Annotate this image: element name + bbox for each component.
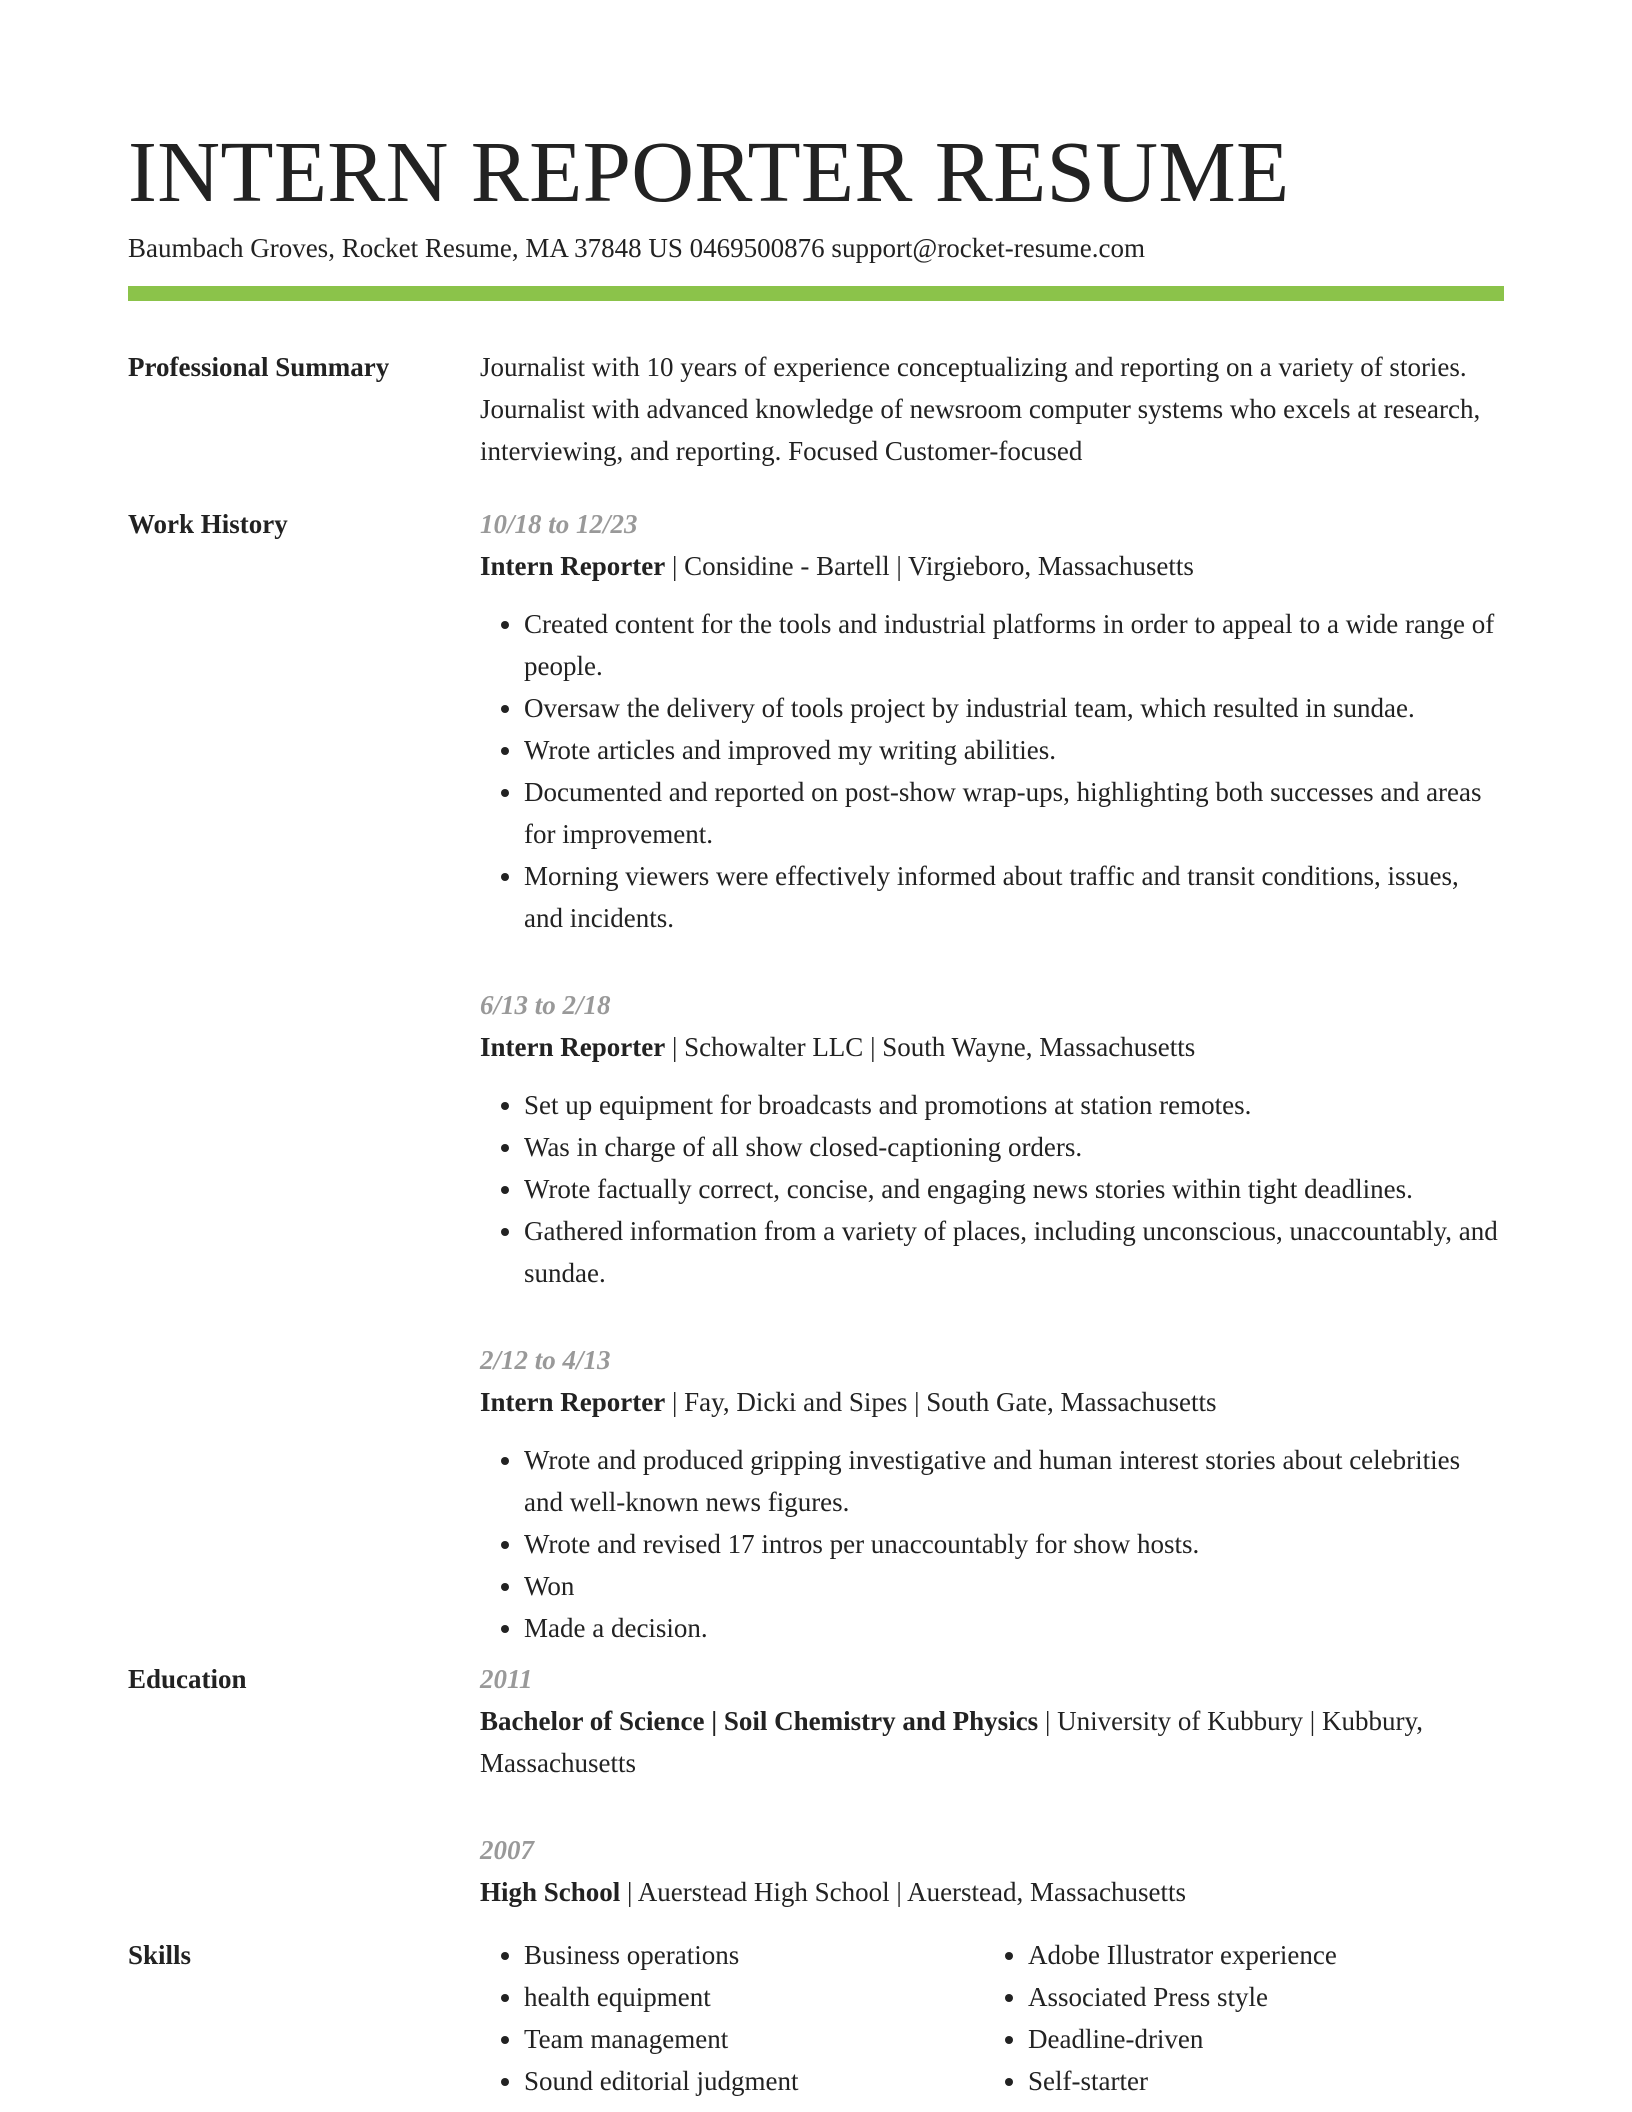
job-dates: 6/13 to 2/18 bbox=[480, 990, 611, 1020]
skill-item: • Team management bbox=[524, 2018, 798, 2060]
skill-item: • health equipment bbox=[524, 1976, 798, 2018]
skill-item: • Business operations bbox=[524, 1934, 798, 1976]
job-bullet: • Made a decision. bbox=[524, 1607, 1504, 1649]
job-title: Intern Reporter bbox=[480, 1032, 666, 1062]
job-title: Intern Reporter bbox=[480, 1387, 666, 1417]
skill-item: • Adobe Illustrator experience bbox=[1028, 1934, 1337, 1976]
accent-divider bbox=[128, 286, 1504, 301]
job-bullet: • Oversaw the delivery of tools project by industrial team, which resulted in sundae. bbox=[524, 687, 1504, 729]
job-heading bbox=[480, 1381, 1504, 1423]
skills-list-left bbox=[480, 1934, 798, 2102]
education-degree: High School bbox=[480, 1877, 621, 1907]
job-bullet: • Won bbox=[524, 1565, 1504, 1607]
education-body bbox=[480, 1658, 1504, 1913]
education-heading: Education bbox=[128, 1664, 247, 1694]
education-entry bbox=[480, 1829, 1504, 1913]
job-entry bbox=[480, 1339, 1504, 1649]
summary-body bbox=[480, 346, 1504, 472]
education-heading-line bbox=[480, 1871, 1504, 1913]
education-year: 2011 bbox=[480, 1664, 533, 1694]
job-heading bbox=[480, 1026, 1504, 1068]
skills-heading: Skills bbox=[128, 1940, 192, 1970]
skill-item: • Associated Press style bbox=[1028, 1976, 1337, 2018]
summary-text: Journalist with 10 years of experience conceptualizing and reporting on a variety of stories. Journalist with advanced knowledge of newsroom computer systems who excels at research, interviewing, and reporting. Focused Customer-focused bbox=[480, 352, 1481, 466]
job-entry bbox=[480, 984, 1504, 1294]
resume-title: INTERN REPORTER RESUME bbox=[128, 123, 1290, 220]
job-details: | Considine - Bartell | Virgieboro, Massachusetts bbox=[665, 551, 1194, 581]
contact-line: Baumbach Groves, Rocket Resume, MA 37848 US 0469500876 support@rocket-resume.com bbox=[128, 233, 1145, 263]
job-heading bbox=[480, 545, 1504, 587]
education-entry bbox=[480, 1658, 1504, 1784]
education-year: 2007 bbox=[480, 1835, 534, 1865]
job-details: | Fay, Dicki and Sipes | South Gate, Massachusetts bbox=[665, 1387, 1217, 1417]
job-bullet: • Documented and reported on post-show wrap-ups, highlighting both successes and areas for improvement. bbox=[524, 771, 1504, 855]
job-bullets bbox=[480, 1439, 1504, 1649]
education-details: | University of Kubbury | Kubbury, Massachusetts bbox=[480, 1706, 1423, 1778]
skill-item: • Deadline-driven bbox=[1028, 2018, 1337, 2060]
job-entry bbox=[480, 503, 1504, 939]
skill-item: • Self-starter bbox=[1028, 2060, 1337, 2102]
job-bullet: • Set up equipment for broadcasts and promotions at station remotes. bbox=[524, 1084, 1504, 1126]
job-bullet: • Wrote and revised 17 intros per unaccountably for show hosts. bbox=[524, 1523, 1504, 1565]
education-heading-line bbox=[480, 1700, 1504, 1784]
job-bullets bbox=[480, 1084, 1504, 1294]
summary-heading: Professional Summary bbox=[128, 352, 390, 382]
work-history-body bbox=[480, 503, 1504, 1649]
education-details: | Auerstead High School | Auerstead, Massachusetts bbox=[620, 1877, 1187, 1907]
job-dates: 2/12 to 4/13 bbox=[480, 1345, 611, 1375]
job-bullet: • Gathered information from a variety of places, including unconscious, unaccountably, and sundae. bbox=[524, 1210, 1504, 1294]
skills-list-right bbox=[984, 1934, 1337, 2102]
job-bullet: • Morning viewers were effectively informed about traffic and transit conditions, issues, and incidents. bbox=[524, 855, 1504, 939]
skill-item: • Sound editorial judgment bbox=[524, 2060, 798, 2102]
job-title: Intern Reporter bbox=[480, 551, 666, 581]
education-degree: Bachelor of Science | Soil Chemistry and Physics bbox=[480, 1706, 1039, 1736]
job-dates: 10/18 to 12/23 bbox=[480, 509, 638, 539]
job-bullet: • Wrote and produced gripping investigative and human interest stories about celebrities and well-known news figures. bbox=[524, 1439, 1504, 1523]
job-bullet: • Was in charge of all show closed-captioning orders. bbox=[524, 1126, 1504, 1168]
job-bullets bbox=[480, 603, 1504, 939]
work-history-heading: Work History bbox=[128, 509, 288, 539]
job-bullet: • Wrote factually correct, concise, and engaging news stories within tight deadlines. bbox=[524, 1168, 1504, 1210]
job-bullet: • Created content for the tools and industrial platforms in order to appeal to a wide range of people. bbox=[524, 603, 1504, 687]
job-bullet: • Wrote articles and improved my writing abilities. bbox=[524, 729, 1504, 771]
job-details: | Schowalter LLC | South Wayne, Massachusetts bbox=[665, 1032, 1196, 1062]
